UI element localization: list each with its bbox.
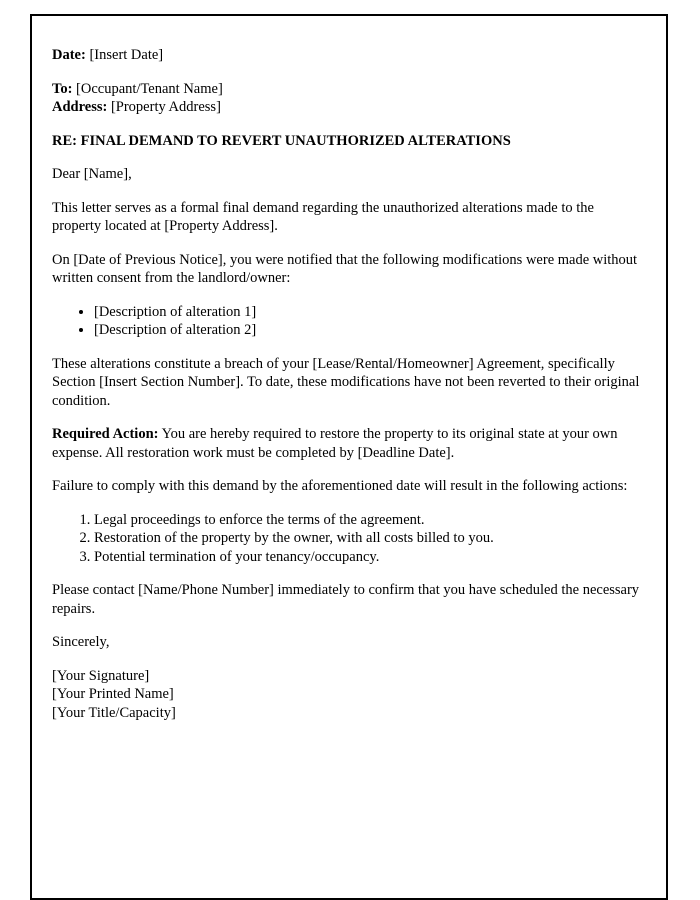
subject-line: RE: FINAL DEMAND TO REVERT UNAUTHORIZED ALTERATIONS [52,132,511,149]
required-action-label: Required Action: [52,426,159,442]
date-line [52,46,646,65]
signature-line: [Your Printed Name] [52,686,174,702]
list-item: • [Description of alteration 2] [94,321,646,340]
signature-block [52,667,646,723]
recipient-block [52,80,646,117]
paragraph-contact: Please contact [Name/Phone Number] immediately to confirm that you have scheduled the necessary repairs. [52,582,640,617]
letter-document [30,14,668,900]
salutation: Dear [Name], [52,166,132,182]
paragraph-failure: Failure to comply with this demand by the aforementioned date will result in the following actions: [52,478,628,494]
list-item: 2. Restoration of the property by the owner, with all costs billed to you. [94,529,646,548]
list-item: • [Description of alteration 1] [94,303,646,322]
address-line [52,98,646,117]
address-label: Address: [52,99,108,115]
required-action-line [52,425,646,462]
required-action-text: You are hereby required to restore the property to its original state at your own expense. All restoration work must be completed by [Deadline Date]. [52,426,618,461]
date-value: [Insert Date] [85,47,164,63]
list-item: 1. Legal proceedings to enforce the terms of the agreement. [94,511,646,530]
paragraph-notice: On [Date of Previous Notice], you were notified that the following modifications were made without written consent from the landlord/owner: [52,251,638,286]
to-value: [Occupant/Tenant Name] [72,80,223,97]
paragraph-breach: These alterations constitute a breach of your [Lease/Rental/Homeowner] Agreement, specifically Section [Insert Section Number]. To date, these modifications have not been reverted to their original condition. [52,355,640,409]
list-item: 3. Potential termination of your tenancy/occupancy. [94,548,646,567]
signature-line: [Your Title/Capacity] [52,704,176,721]
consequences-list [52,511,646,567]
signature-line: [Your Signature] [52,667,150,684]
to-label: To: [52,80,73,97]
to-line [52,80,646,99]
date-label: Date: [52,47,86,63]
closing: Sincerely, [52,634,110,650]
paragraph-intro: This letter serves as a formal final demand regarding the unauthorized alterations made to the property located at [Property Address]. [52,199,594,234]
address-value: [Property Address] [107,99,221,115]
alterations-list [52,303,646,340]
